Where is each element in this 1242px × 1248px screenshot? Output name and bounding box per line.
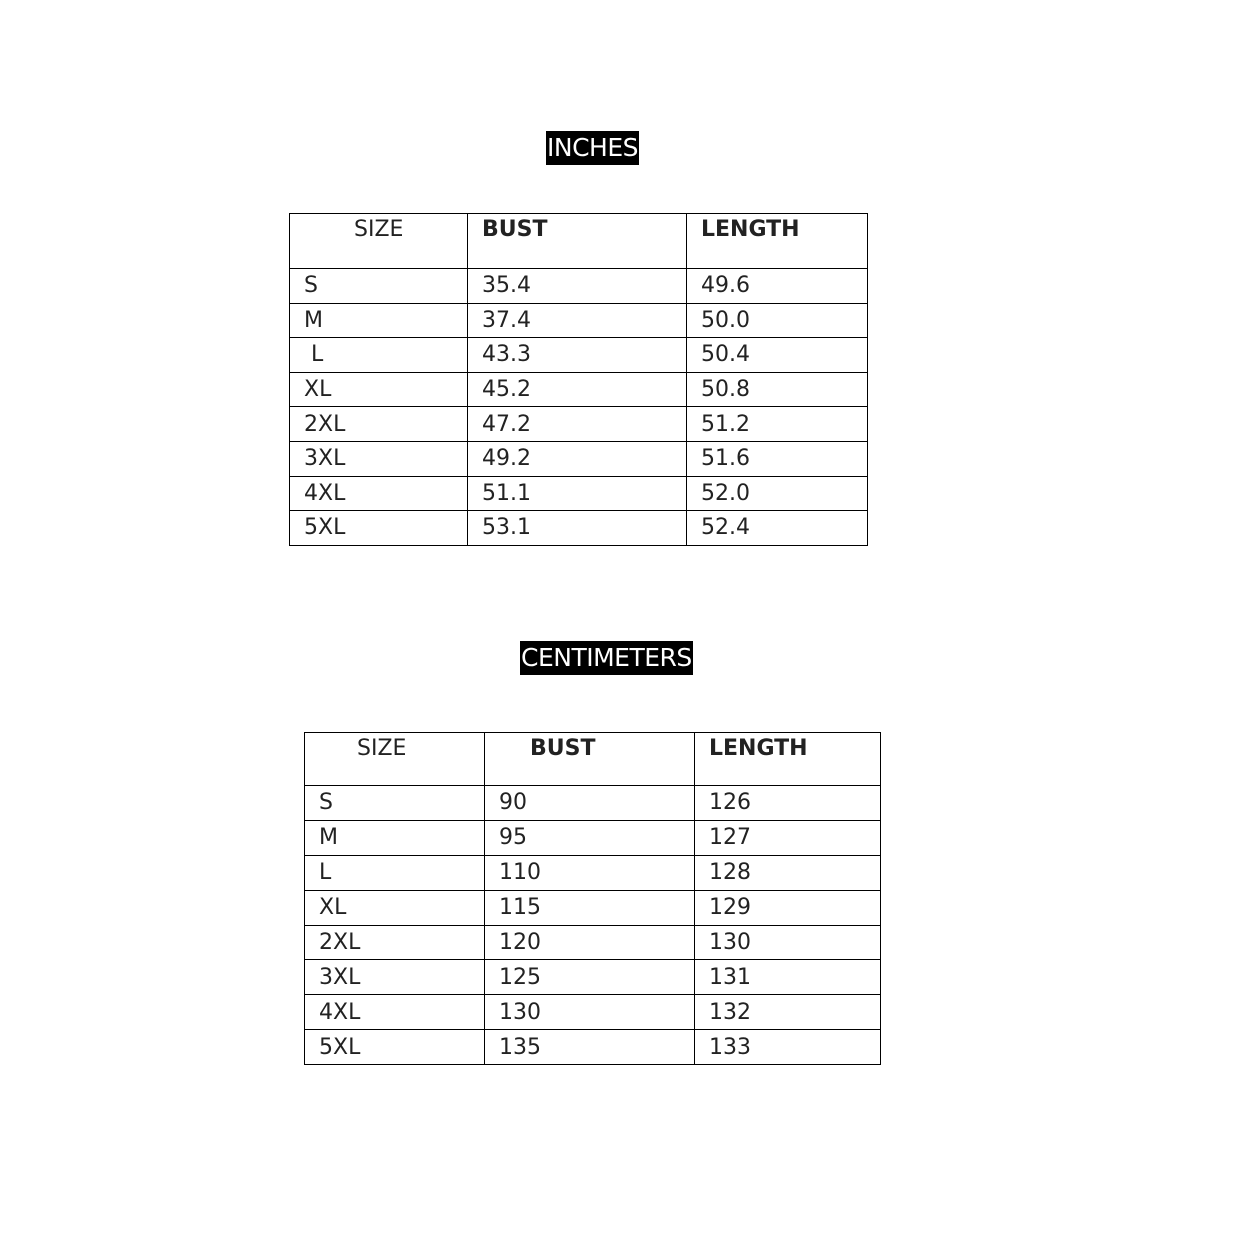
inches-title: INCHES: [546, 131, 639, 165]
table-row: [305, 925, 881, 960]
length-cell: 50.8: [687, 372, 868, 407]
size-cell: 4XL: [305, 995, 485, 1030]
size-cell: 2XL: [290, 407, 468, 442]
length-cell: 133: [695, 1030, 881, 1065]
bust-cell: 130: [485, 995, 695, 1030]
size-cell: 5XL: [305, 1030, 485, 1065]
size-cell: 3XL: [305, 960, 485, 995]
size-cell: L: [290, 338, 468, 373]
size-cell: 4XL: [290, 476, 468, 511]
length-cell: 50.0: [687, 303, 868, 338]
table-row: [290, 269, 868, 304]
bust-cell: 95: [485, 820, 695, 855]
size-cell: L: [305, 855, 485, 890]
size-cell: S: [305, 786, 485, 821]
table-row: [290, 476, 868, 511]
bust-cell: 125: [485, 960, 695, 995]
size-cell: M: [290, 303, 468, 338]
size-cell: 5XL: [290, 511, 468, 546]
size-cell: 3XL: [290, 441, 468, 476]
bust-cell: 47.2: [468, 407, 687, 442]
bust-cell: 90: [485, 786, 695, 821]
length-cell: 131: [695, 960, 881, 995]
bust-cell: 51.1: [468, 476, 687, 511]
table-header-row: [290, 214, 868, 269]
centimeters-title: CENTIMETERS: [520, 641, 693, 675]
bust-cell: 37.4: [468, 303, 687, 338]
table-row: [290, 511, 868, 546]
length-cell: 52.0: [687, 476, 868, 511]
bust-column-header: BUST: [468, 214, 687, 269]
table-row: [290, 407, 868, 442]
inches-size-table: [289, 213, 868, 546]
length-cell: 132: [695, 995, 881, 1030]
length-column-header: LENGTH: [687, 214, 868, 269]
centimeters-size-table: [304, 732, 881, 1065]
length-cell: 51.6: [687, 441, 868, 476]
table-header-row: [305, 733, 881, 786]
bust-cell: 135: [485, 1030, 695, 1065]
length-cell: 52.4: [687, 511, 868, 546]
table-row: [305, 960, 881, 995]
size-column-header: SIZE: [305, 733, 485, 786]
bust-cell: 110: [485, 855, 695, 890]
length-cell: 127: [695, 820, 881, 855]
bust-cell: 43.3: [468, 338, 687, 373]
table-row: [290, 338, 868, 373]
size-cell: XL: [305, 890, 485, 925]
length-cell: 51.2: [687, 407, 868, 442]
table-row: [305, 786, 881, 821]
table-row: [305, 890, 881, 925]
length-cell: 130: [695, 925, 881, 960]
bust-column-header: BUST: [485, 733, 695, 786]
bust-cell: 35.4: [468, 269, 687, 304]
length-column-header: LENGTH: [695, 733, 881, 786]
size-cell: XL: [290, 372, 468, 407]
table-row: [290, 441, 868, 476]
table-row: [305, 995, 881, 1030]
length-cell: 128: [695, 855, 881, 890]
bust-cell: 120: [485, 925, 695, 960]
bust-cell: 45.2: [468, 372, 687, 407]
bust-cell: 115: [485, 890, 695, 925]
size-cell: S: [290, 269, 468, 304]
bust-cell: 53.1: [468, 511, 687, 546]
table-row: [305, 1030, 881, 1065]
size-column-header: SIZE: [290, 214, 468, 269]
table-row: [290, 303, 868, 338]
size-cell: M: [305, 820, 485, 855]
table-row: [290, 372, 868, 407]
table-row: [305, 820, 881, 855]
length-cell: 50.4: [687, 338, 868, 373]
length-cell: 129: [695, 890, 881, 925]
length-cell: 49.6: [687, 269, 868, 304]
length-cell: 126: [695, 786, 881, 821]
table-row: [305, 855, 881, 890]
size-cell: 2XL: [305, 925, 485, 960]
bust-cell: 49.2: [468, 441, 687, 476]
